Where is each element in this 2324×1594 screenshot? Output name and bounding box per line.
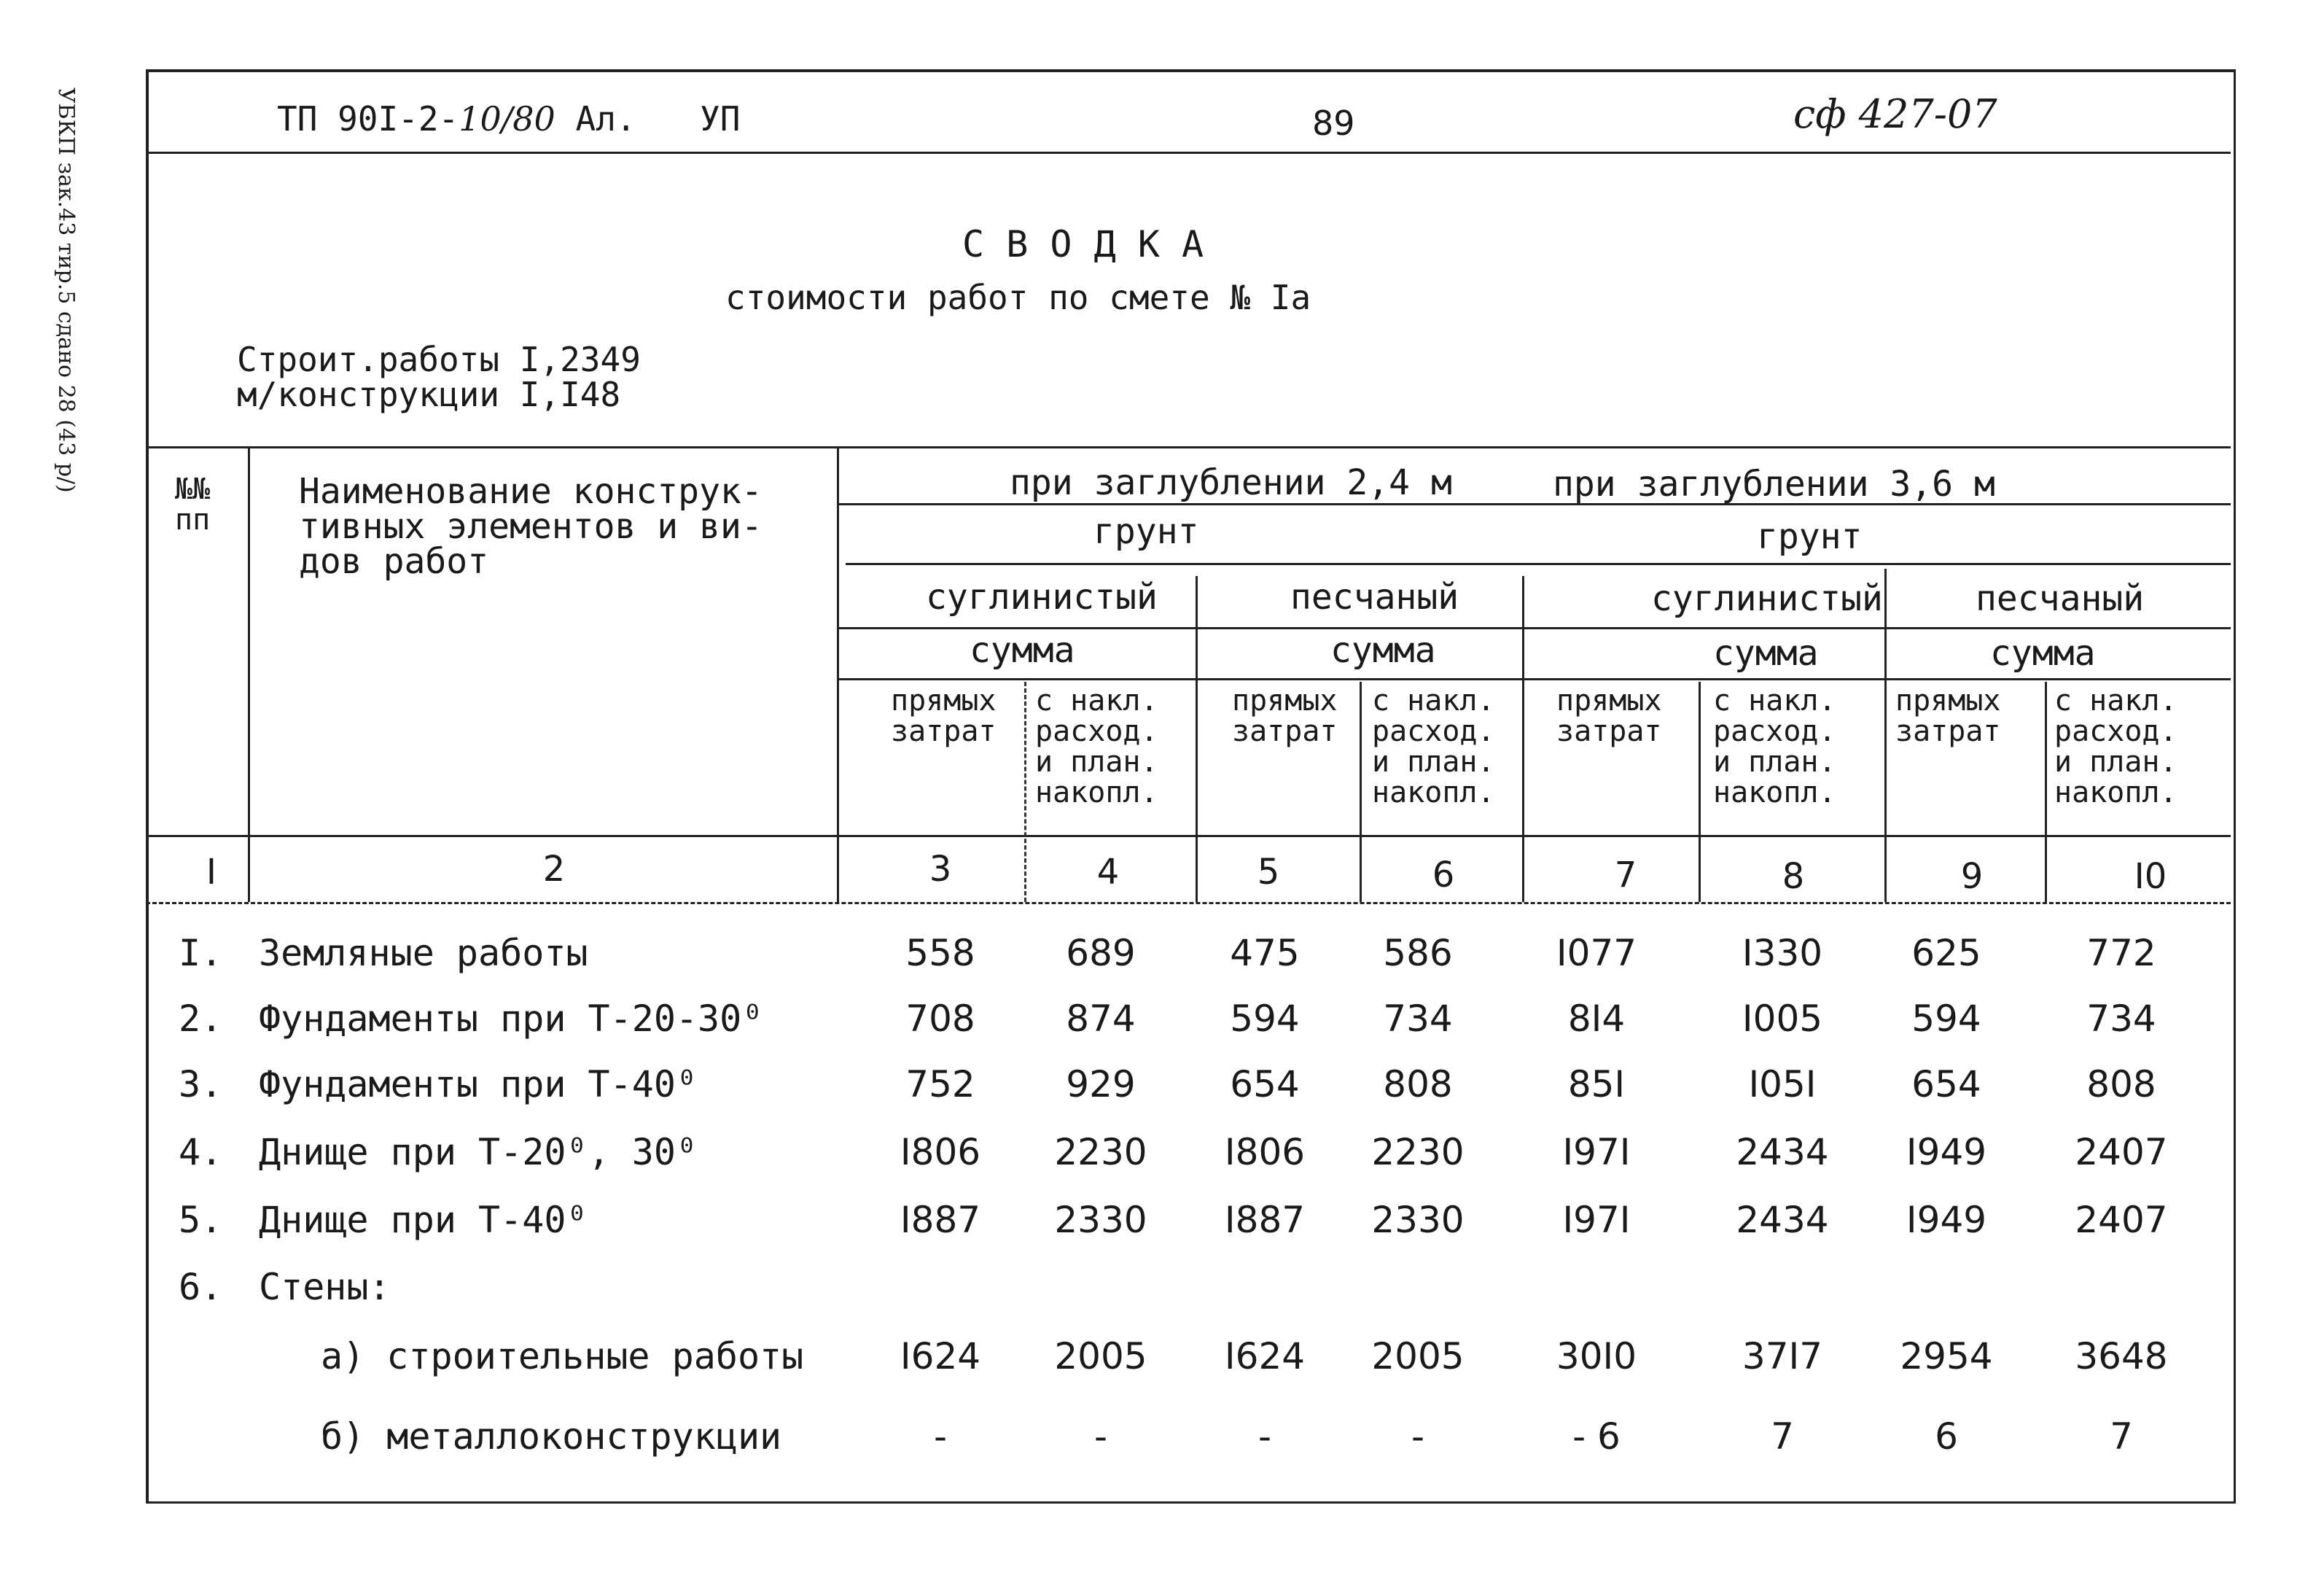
- row-name: б) металлоконструкции: [321, 1415, 782, 1458]
- col-divider: [2045, 682, 2047, 902]
- group-sand-2: песчаный: [1976, 578, 2145, 619]
- cell-value: 586: [1383, 932, 1453, 974]
- row-number: 3.: [179, 1063, 223, 1105]
- sum-header-1: сумма: [970, 630, 1075, 671]
- row-name: а) строительные работы: [321, 1335, 804, 1377]
- col-number: 3: [929, 849, 952, 890]
- cell-value: 2434: [1736, 1131, 1829, 1173]
- row-name: Днище при Т-40⁰: [259, 1199, 588, 1241]
- col-divider: [1024, 682, 1026, 902]
- head-rule: [837, 678, 2231, 680]
- cell-value: 625: [1911, 932, 1981, 974]
- cell-value: 2005: [1371, 1335, 1465, 1377]
- cell-value: 752: [905, 1063, 975, 1105]
- cell-value: 808: [2086, 1063, 2156, 1105]
- cell-value: I949: [1906, 1199, 1987, 1241]
- cell-value: 2434: [1736, 1199, 1829, 1241]
- cell-value: -: [1257, 1415, 1272, 1458]
- col-divider: [1360, 682, 1362, 902]
- coef-metal: м/конструкции I,I48: [237, 375, 621, 414]
- col-divider: [1884, 569, 1887, 902]
- row-name: Стены:: [259, 1266, 391, 1308]
- cell-value: 8I4: [1567, 998, 1626, 1040]
- group-loam-1: суглинистый: [926, 577, 1158, 618]
- col-divider: [248, 446, 250, 902]
- cell-value: I806: [900, 1131, 981, 1173]
- cell-value: I624: [1224, 1335, 1306, 1377]
- part-number: УП: [700, 99, 741, 139]
- table-top-rule: [146, 446, 2231, 448]
- direct-cost-header: прямых затрат: [1556, 684, 1662, 748]
- cell-value: 7: [1771, 1415, 1794, 1458]
- cell-value: 734: [2086, 998, 2156, 1040]
- cell-value: I005: [1742, 998, 1823, 1040]
- cell-value: - 6: [1572, 1415, 1621, 1458]
- col-divider: [1522, 576, 1524, 902]
- cell-value: I330: [1742, 932, 1823, 974]
- cell-value: I887: [900, 1199, 981, 1241]
- row-name: Фундаменты при Т-20-30⁰: [259, 998, 764, 1040]
- cell-value: 594: [1911, 998, 1981, 1040]
- cell-value: I949: [1906, 1131, 1987, 1173]
- cell-value: 2954: [1900, 1335, 1993, 1377]
- doc-code: [277, 99, 636, 139]
- depth-2-4-header: при заглублении 2,4 м: [1010, 462, 1452, 503]
- cell-value: I97I: [1562, 1131, 1631, 1173]
- header-rule: [146, 152, 2231, 154]
- row-name: Фундаменты при Т-40⁰: [259, 1063, 698, 1105]
- direct-cost-header: прямых затрат: [1895, 684, 2001, 748]
- cell-value: 3648: [2075, 1335, 2168, 1377]
- cell-value: 7: [2110, 1415, 2133, 1458]
- head-rule: [837, 627, 2231, 629]
- row-number: 6.: [179, 1266, 223, 1308]
- col-number: 5: [1257, 852, 1280, 893]
- cell-value: I624: [900, 1335, 981, 1377]
- head-bottom-rule: [146, 902, 2231, 904]
- sum-header-4: сумма: [1990, 633, 2096, 674]
- cell-value: 874: [1066, 998, 1136, 1040]
- cell-value: 808: [1383, 1063, 1453, 1105]
- sum-header-3: сумма: [1713, 633, 1819, 674]
- col-divider: [1196, 576, 1198, 902]
- cell-value: 6: [1935, 1415, 1958, 1458]
- overhead-cost-header: с накл. расход. и план. накопл.: [1713, 684, 1836, 809]
- row-number: 4.: [179, 1131, 223, 1173]
- col-divider: [837, 446, 839, 902]
- row-name: Днище при Т-20⁰, 30⁰: [259, 1131, 698, 1173]
- cell-value: I077: [1556, 932, 1637, 974]
- cell-value: 2407: [2075, 1131, 2168, 1173]
- cell-value: 475: [1230, 932, 1300, 974]
- direct-cost-header: прямых затрат: [891, 684, 997, 748]
- soil-header-1: грунт: [1093, 511, 1199, 552]
- row-number: 5.: [179, 1199, 223, 1241]
- cell-value: 594: [1230, 998, 1300, 1040]
- cell-value: I05I: [1748, 1063, 1817, 1105]
- cell-value: 85I: [1567, 1063, 1626, 1105]
- cell-value: 30I0: [1556, 1335, 1637, 1377]
- col-number: I0: [2134, 856, 2167, 897]
- col-divider: [1699, 682, 1701, 902]
- col-number: 8: [1782, 856, 1805, 897]
- cell-value: I806: [1224, 1131, 1306, 1173]
- col-number: I: [206, 852, 217, 893]
- cell-value: 2330: [1054, 1199, 1147, 1241]
- col-number: 6: [1432, 855, 1455, 895]
- cell-value: 734: [1383, 998, 1453, 1040]
- cell-value: -: [1411, 1415, 1425, 1458]
- doc-code-print: ТП 90I-2-: [277, 99, 459, 139]
- head-rule: [846, 563, 2231, 565]
- direct-cost-header: прямых затрат: [1232, 684, 1338, 748]
- group-sand-1: песчаный: [1290, 577, 1459, 618]
- side-note: УБКП зак.43 тир.5 сдано 28 (43 р/): [53, 88, 79, 493]
- cell-value: I97I: [1562, 1199, 1631, 1241]
- head-rule: [837, 503, 2231, 505]
- overhead-cost-header: с накл. расход. и план. накопл.: [1035, 684, 1158, 809]
- name-header: Наименование конструк- тивных элементов и ви- дов работ: [299, 471, 763, 582]
- stamp-number: сф 427-07: [1793, 91, 1997, 137]
- soil-header-2: грунт: [1757, 516, 1863, 557]
- num-header: №№ пп: [175, 473, 211, 537]
- cell-value: 558: [905, 932, 975, 974]
- doc-code-suffix: Ал.: [555, 99, 636, 139]
- col-number: 9: [1960, 856, 1984, 897]
- cell-value: 654: [1230, 1063, 1300, 1105]
- row-number: 2.: [179, 998, 223, 1040]
- cell-value: -: [933, 1415, 948, 1458]
- colnum-rule: [146, 835, 2231, 837]
- col-number: 4: [1096, 852, 1120, 893]
- cell-value: 2407: [2075, 1199, 2168, 1241]
- cell-value: 2005: [1054, 1335, 1147, 1377]
- overhead-cost-header: с накл. расход. и план. накопл.: [1372, 684, 1495, 809]
- cell-value: 2330: [1371, 1199, 1465, 1241]
- cell-value: 689: [1066, 932, 1136, 974]
- row-number: I.: [179, 932, 223, 974]
- depth-3-6-header: при заглублении 3,6 м: [1553, 464, 1995, 505]
- cell-value: 772: [2086, 932, 2156, 974]
- cell-value: I887: [1224, 1199, 1306, 1241]
- doc-subtitle: стоимости работ по смете № Iа: [725, 278, 1311, 317]
- cell-value: 37I7: [1742, 1335, 1823, 1377]
- cell-value: 708: [905, 998, 975, 1040]
- page-number: 89: [1312, 104, 1355, 143]
- col-number: 2: [542, 849, 566, 890]
- cell-value: 2230: [1054, 1131, 1147, 1173]
- cell-value: 2230: [1371, 1131, 1465, 1173]
- cell-value: 929: [1066, 1063, 1136, 1105]
- row-name: Земляные работы: [259, 932, 588, 974]
- overhead-cost-header: с накл. расход. и план. накопл.: [2054, 684, 2177, 809]
- col-number: 7: [1614, 855, 1637, 895]
- cell-value: -: [1093, 1415, 1108, 1458]
- doc-code-handwritten: 10/80: [459, 99, 555, 139]
- coef-construction: Строит.работы I,2349: [237, 340, 641, 379]
- group-loam-2: суглинистый: [1651, 578, 1883, 619]
- sum-header-2: сумма: [1330, 630, 1436, 671]
- cell-value: 654: [1911, 1063, 1981, 1105]
- doc-title: С В О Д К А: [962, 223, 1204, 265]
